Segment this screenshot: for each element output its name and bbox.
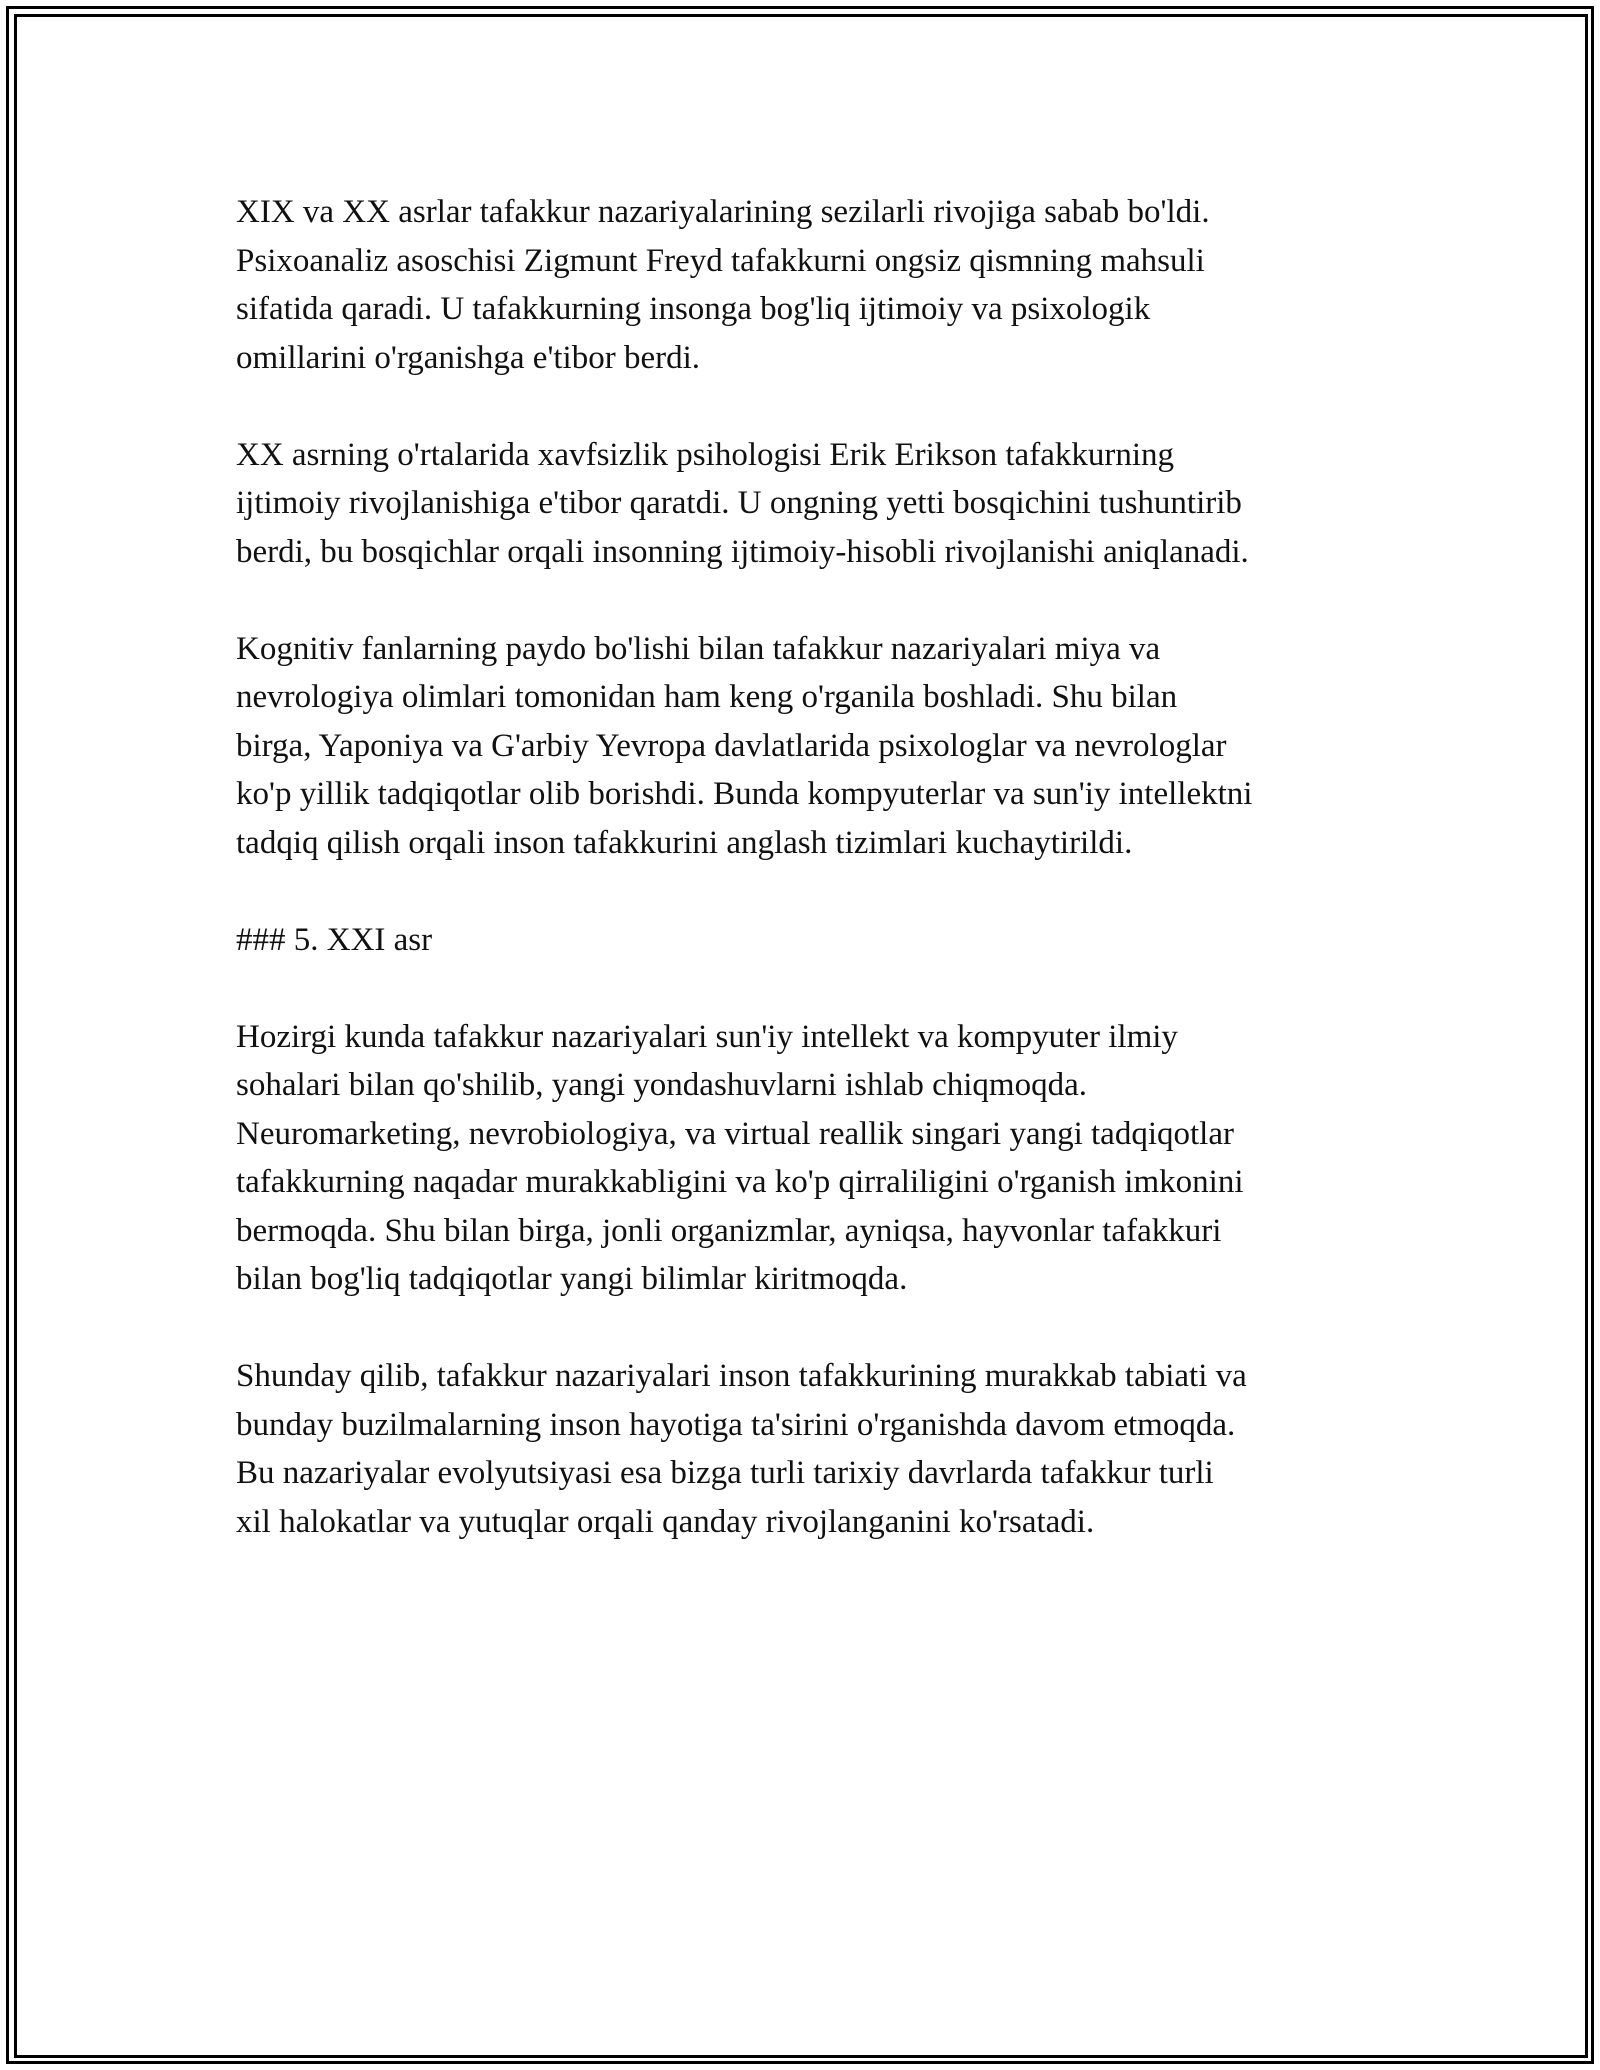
text-line: sohalari bilan qo'shilib, yangi yondashuvlarni ishlab chiqmoqda. bbox=[236, 1067, 1087, 1103]
text-line: XX asrning o'rtalarida xavfsizlik psihologisi Erik Erikson tafakkurning bbox=[236, 436, 1175, 473]
text-line: omillarini o'rganishga e'tibor berdi. bbox=[236, 339, 701, 376]
text-line: Neuromarketing, nevrobiologiya, va virtual reallik singari yangi tadqiqotlar bbox=[236, 1115, 1234, 1152]
text-line: sifatida qaradi. U tafakkurning insonga bog'liq ijtimoiy va psixologik bbox=[236, 291, 1151, 327]
paragraph-conclusion bbox=[236, 1352, 1376, 1546]
paragraph-erikson bbox=[236, 431, 1376, 577]
text-line: bunday buzilmalarning inson hayotiga ta'sirini o'rganishda davom etmoqda. bbox=[236, 1406, 1236, 1443]
section-heading bbox=[236, 916, 1376, 965]
text-line: Psixoanaliz asoschisi Zigmunt Freyd tafakkurni ongsiz qismning mahsuli bbox=[236, 242, 1205, 279]
document-body bbox=[236, 188, 1376, 1595]
text-line: tafakkurning naqadar murakkabligini va ko'p qirraliligini o'rganish imkonini bbox=[236, 1164, 1244, 1200]
heading-text: ### 5. XXI asr bbox=[236, 921, 433, 958]
paragraph-cognitive-sciences bbox=[236, 625, 1376, 868]
text-line: Hozirgi kunda tafakkur nazariyalari sun'iy intellekt va kompyuter ilmiy bbox=[236, 1018, 1178, 1055]
text-line: bermoqda. Shu bilan birga, jonli organizmlar, ayniqsa, hayvonlar tafakkuri bbox=[236, 1212, 1222, 1249]
text-line: birga, Yaponiya va G'arbiy Yevropa davlatlarida psixologlar va nevrologlar bbox=[236, 727, 1227, 764]
text-line: nevrologiya olimlari tomonidan ham keng o'rganila boshladi. Shu bilan bbox=[236, 679, 1178, 715]
text-line: berdi, bu bosqichlar orqali insonning ijtimoiy-hisobli rivojlanishi aniqlanadi. bbox=[236, 533, 1249, 570]
text-line: ko'p yillik tadqiqotlar olib borishdi. Bunda kompyuterlar va sun'iy intellektni bbox=[236, 776, 1253, 812]
text-line: Shunday qilib, tafakkur nazariyalari inson tafakkurining murakkab tabiati va bbox=[236, 1358, 1247, 1394]
text-line: tadqiq qilish orqali inson tafakkurini anglash tizimlari kuchaytirildi. bbox=[236, 824, 1133, 861]
text-line: ijtimoiy rivojlanishiga e'tibor qaratdi. U ongning yetti bosqichini tushuntirib bbox=[236, 485, 1242, 521]
text-line: XIX va XX asrlar tafakkur nazariyalarining sezilarli rivojiga sabab bo'ldi. bbox=[236, 194, 1210, 230]
text-line: xil halokatlar va yutuqlar orqali qanday rivojlanganini ko'rsatadi. bbox=[236, 1503, 1095, 1540]
text-line: Kognitiv fanlarning paydo bo'lishi bilan tafakkur nazariyalari miya va bbox=[236, 630, 1161, 667]
paragraph-19th-20th-century bbox=[236, 188, 1376, 382]
text-line: Bu nazariyalar evolyutsiyasi esa bizga turli tarixiy davrlarda tafakkur turli bbox=[236, 1455, 1214, 1491]
text-line: bilan bog'liq tadqiqotlar yangi bilimlar kiritmoqda. bbox=[236, 1261, 908, 1297]
paragraph-21st-century bbox=[236, 1013, 1376, 1304]
